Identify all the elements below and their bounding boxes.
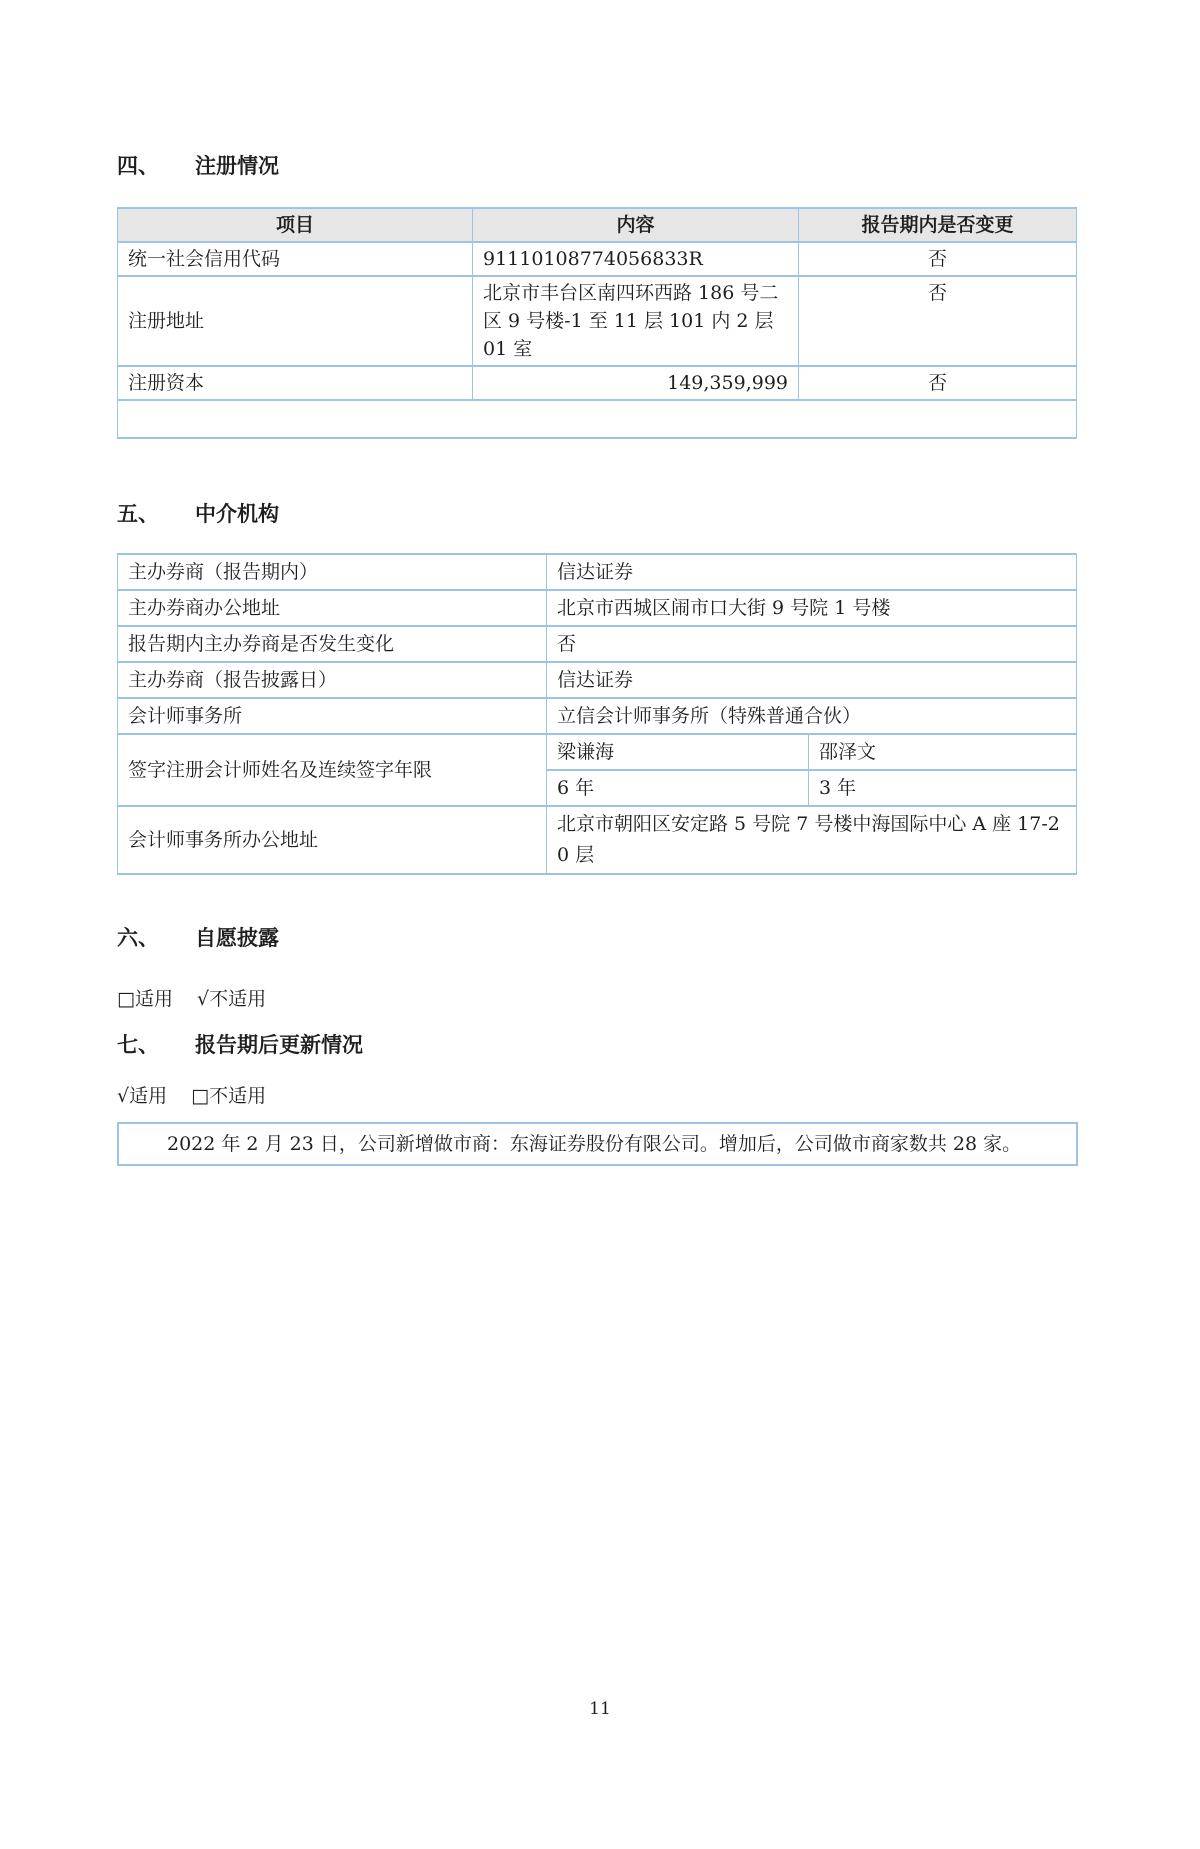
- table-row-broker-disclosure: [118, 662, 1077, 698]
- registered-address-label: 注册地址: [118, 276, 473, 366]
- table-row-broker-changed: [118, 626, 1077, 662]
- signing-accountant-years-2: 3 年: [809, 770, 1077, 806]
- section-4-heading: [117, 153, 1076, 179]
- col-header-changed: 报告期内是否变更: [799, 208, 1077, 242]
- table-row-accounting-firm-address: [118, 806, 1077, 874]
- not-apply-checkbox-option: □不适用: [191, 1085, 267, 1107]
- section-6-applicability-line: [117, 989, 1076, 1010]
- table-row-signing-accountants-names: [118, 734, 1077, 770]
- registered-address-value: 北京市丰台区南四环西路 186 号二区 9 号楼-1 至 11 层 101 内 2 层 01 室: [473, 276, 799, 366]
- section-5-heading: [117, 501, 1076, 527]
- section-7-title: 报告期后更新情况: [195, 1033, 363, 1057]
- signing-accountant-name-2: 邵泽文: [809, 734, 1077, 770]
- broker-disclosure-label: 主办券商（报告披露日）: [118, 662, 547, 698]
- page-number: 11: [589, 1699, 611, 1719]
- table-row-registered-capital: [118, 366, 1077, 400]
- section-5-title: 中介机构: [195, 502, 279, 526]
- signing-accountant-name-1: 梁谦海: [547, 734, 809, 770]
- accounting-firm-label: 会计师事务所: [118, 698, 547, 734]
- sponsor-broker-value: 信达证券: [547, 554, 1077, 590]
- section-7-heading: [117, 1032, 1076, 1058]
- accounting-firm-address-label: 会计师事务所办公地址: [118, 806, 547, 874]
- section-4-title: 注册情况: [195, 154, 279, 178]
- document-page: [0, 153, 1200, 1166]
- registration-table-header-row: [118, 208, 1077, 242]
- table-row-accounting-firm: [118, 698, 1077, 734]
- apply-checkbox-option: √适用: [117, 1085, 168, 1107]
- table-row-empty: [118, 400, 1077, 438]
- table-row-credit-code: [118, 242, 1077, 276]
- section-6-number: 六、: [117, 926, 159, 950]
- registered-capital-label: 注册资本: [118, 366, 473, 400]
- section-7-applicability-line: [117, 1086, 1076, 1107]
- col-header-item: 项目: [118, 208, 473, 242]
- broker-changed-value: 否: [547, 626, 1077, 662]
- not-apply-checkbox-option: √不适用: [197, 988, 267, 1010]
- table-row-sponsor-broker: [118, 554, 1077, 590]
- registered-address-changed: 否: [799, 276, 1077, 366]
- sponsor-broker-label: 主办券商（报告期内）: [118, 554, 547, 590]
- apply-checkbox-option: □适用: [117, 988, 173, 1010]
- col-header-content: 内容: [473, 208, 799, 242]
- table-row-registered-address: [118, 276, 1077, 366]
- broker-disclosure-value: 信达证券: [547, 662, 1077, 698]
- broker-address-label: 主办券商办公地址: [118, 590, 547, 626]
- accounting-firm-value: 立信会计师事务所（特殊普通合伙）: [547, 698, 1077, 734]
- accounting-firm-address-value: 北京市朝阳区安定路 5 号院 7 号楼中海国际中心 A 座 17-20 层: [547, 806, 1077, 874]
- registration-table: [117, 207, 1077, 439]
- section-4-number: 四、: [117, 154, 159, 178]
- signing-accountant-years-1: 6 年: [547, 770, 809, 806]
- section-5-number: 五、: [117, 502, 159, 526]
- credit-code-label: 统一社会信用代码: [118, 242, 473, 276]
- credit-code-value: 91110108774056833R: [473, 242, 799, 276]
- post-period-update-note: 2022 年 2 月 23 日，公司新增做市商：东海证券股份有限公司。增加后，公司做市商家数共 28 家。: [117, 1122, 1078, 1166]
- section-7-number: 七、: [117, 1033, 159, 1057]
- broker-changed-label: 报告期内主办券商是否发生变化: [118, 626, 547, 662]
- intermediary-table: [117, 553, 1077, 875]
- registered-capital-changed: 否: [799, 366, 1077, 400]
- table-row-broker-address: [118, 590, 1077, 626]
- section-6-title: 自愿披露: [195, 926, 279, 950]
- broker-address-value: 北京市西城区闹市口大街 9 号院 1 号楼: [547, 590, 1077, 626]
- credit-code-changed: 否: [799, 242, 1077, 276]
- empty-cell: [118, 400, 1077, 438]
- signing-accountants-label: 签字注册会计师姓名及连续签字年限: [118, 734, 547, 806]
- registered-capital-value: 149,359,999: [473, 366, 799, 400]
- section-6-heading: [117, 925, 1076, 951]
